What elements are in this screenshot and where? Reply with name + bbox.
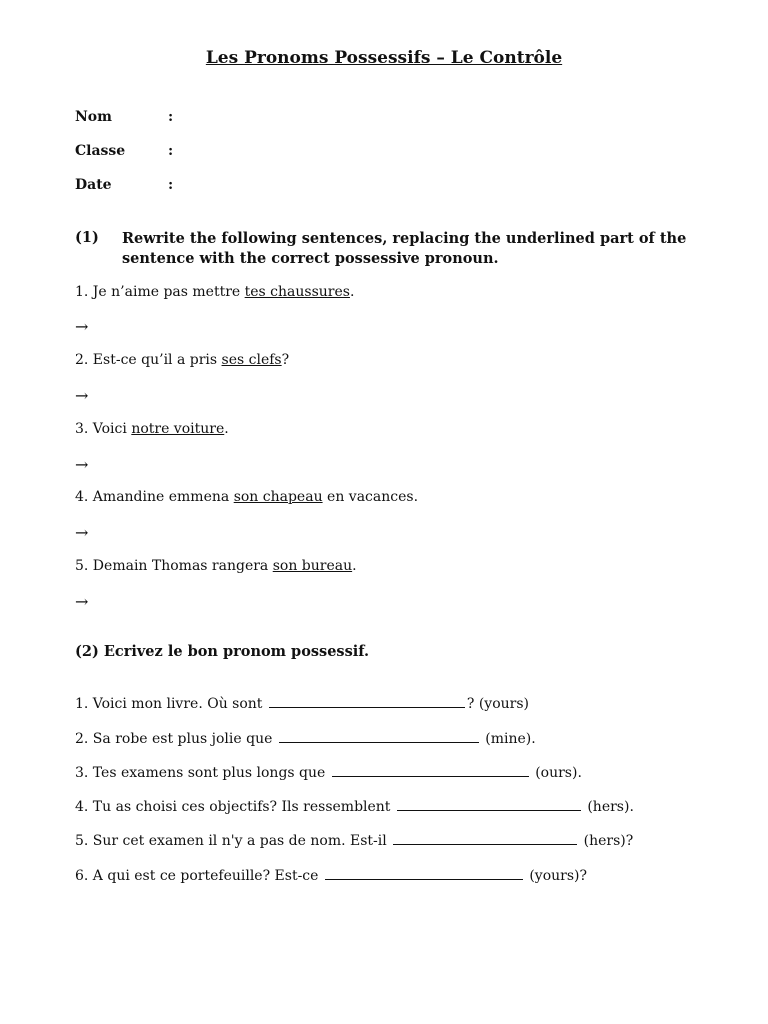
answer-blank[interactable] [279, 730, 479, 743]
answer-blank[interactable] [269, 695, 465, 708]
exercise-2-item: 4. Tu as choisi ces objectifs? Ils ressemblent (hers). [75, 799, 634, 815]
exercise-2-item: 2. Sa robe est plus jolie que (mine). [75, 731, 536, 747]
underlined-phrase: tes chaussures [244, 284, 350, 300]
exercise-1-item: 5. Demain Thomas rangera son bureau. [75, 558, 357, 574]
section-2-title: (2) Ecrivez le bon pronom possessif. [75, 643, 370, 660]
field-label-classe: Classe [75, 143, 126, 159]
field-label-nom: Nom [75, 109, 112, 125]
answer-blank[interactable] [393, 832, 577, 845]
answer-blank[interactable] [325, 867, 523, 880]
answer-arrow: → [75, 523, 89, 542]
underlined-phrase: son chapeau [233, 489, 323, 505]
exercise-2-item: 1. Voici mon livre. Où sont ? (yours) [75, 696, 529, 712]
exercise-1-item: 3. Voici notre voiture. [75, 421, 229, 437]
answer-arrow: → [75, 317, 89, 336]
exercise-2-item: 6. A qui est ce portefeuille? Est-ce (yours)? [75, 868, 588, 884]
field-colon: : [168, 109, 174, 125]
underlined-phrase: ses clefs [221, 352, 282, 368]
exercise-2-item: 5. Sur cet examen il n'y a pas de nom. Est-il (hers)? [75, 833, 634, 849]
exercise-1-item: 1. Je n’aime pas mettre tes chaussures. [75, 284, 355, 300]
exercise-1-item: 2. Est-ce qu’il a pris ses clefs? [75, 352, 290, 368]
exercise-2-item: 3. Tes examens sont plus longs que (ours). [75, 765, 582, 781]
field-colon: : [168, 143, 174, 159]
answer-arrow: → [75, 455, 89, 474]
answer-blank[interactable] [397, 798, 581, 811]
field-label-date: Date [75, 177, 112, 193]
exercise-1-item: 4. Amandine emmena son chapeau en vacances. [75, 489, 419, 505]
page-title: Les Pronoms Possessifs – Le Contrôle [205, 48, 563, 68]
answer-arrow: → [75, 386, 89, 405]
underlined-phrase: son bureau [272, 558, 353, 574]
answer-blank[interactable] [332, 764, 529, 777]
section-1-instruction: Rewrite the following sentences, replacing the underlined part of the sentence with the correct possessive pronoun. [122, 230, 687, 267]
answer-arrow: → [75, 592, 89, 611]
underlined-phrase: notre voiture [131, 421, 225, 437]
section-1-number: (1) [75, 229, 99, 246]
field-colon: : [168, 177, 174, 193]
